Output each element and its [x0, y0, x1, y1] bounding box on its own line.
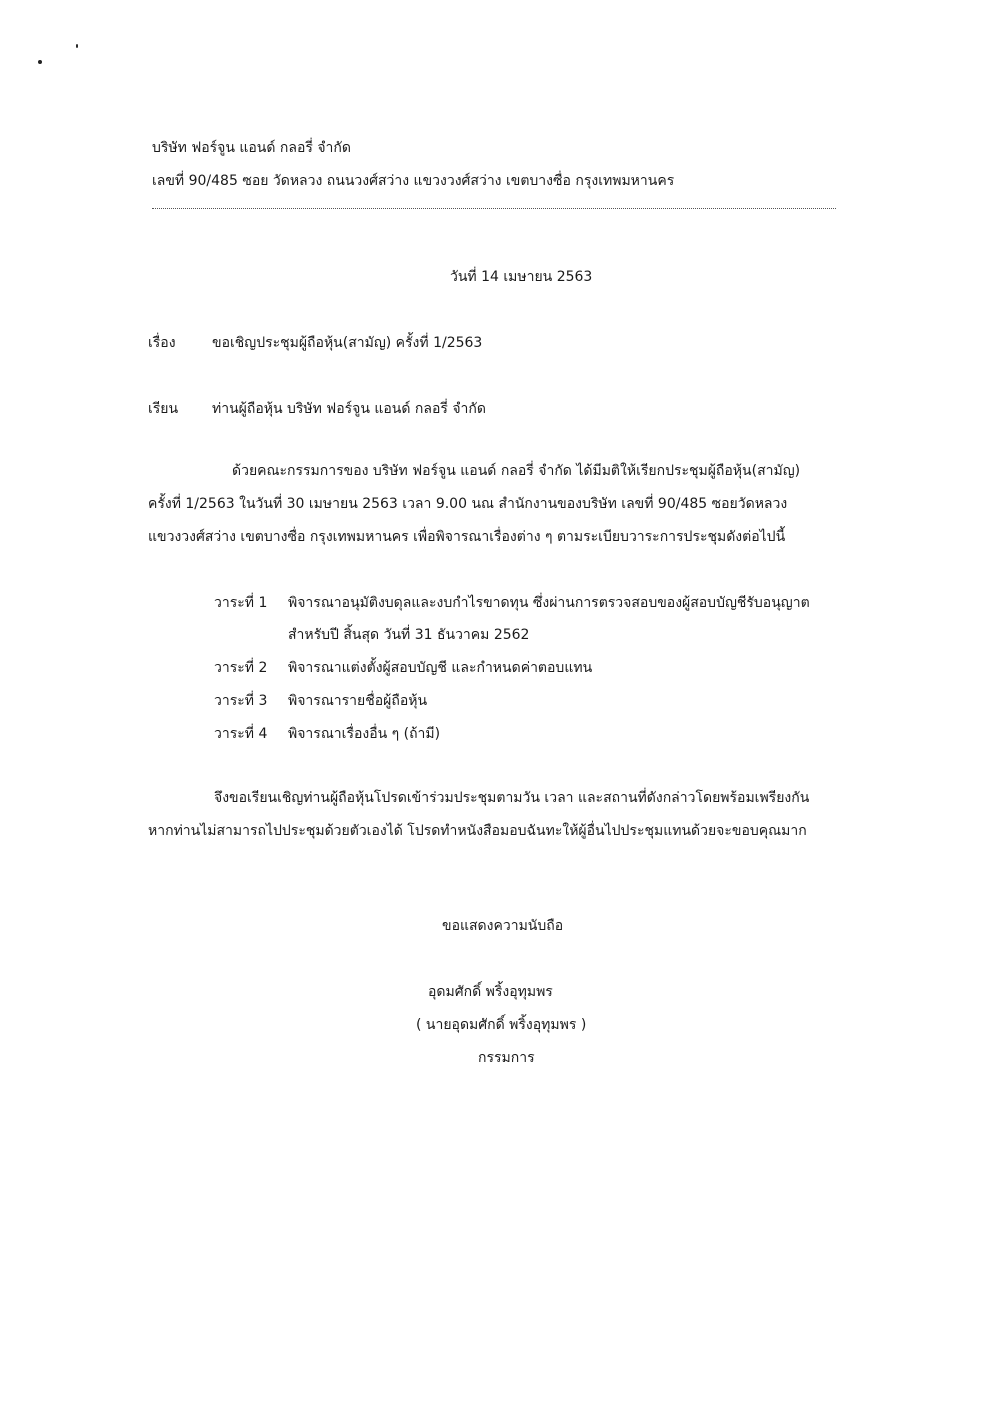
letter-date: วันที่ 14 เมษายน 2563 — [450, 269, 593, 285]
agenda-text: พิจารณาเรื่องอื่น ๆ (ถ้ามี) — [288, 726, 441, 742]
signatory-full-name: ( นายอุดมศักดิ์ พริ้งอุทุมพร ) — [416, 1017, 587, 1033]
body-intro-line: ด้วยคณะกรรมการของ บริษัท ฟอร์จูน แอนด์ กลอรี่ จำกัด ได้มีมติให้เรียกประชุมผู้ถือหุ้น(สามัญ) — [232, 463, 801, 479]
recipient-label: เรียน — [148, 401, 179, 417]
subject-text: ขอเชิญประชุมผู้ถือหุ้น(สามัญ) ครั้งที่ 1/2563 — [212, 335, 483, 351]
agenda-text: พิจารณาอนุมัติงบดุลและงบกำไรขาดทุน ซึ่งผ่านการตรวจสอบของผู้สอบบัญชีรับอนุญาต — [288, 595, 810, 611]
agenda-label: วาระที่ 2 — [214, 660, 268, 676]
scan-speck — [38, 60, 42, 64]
scan-speck — [76, 44, 78, 48]
recipient-text: ท่านผู้ถือหุ้น บริษัท ฟอร์จูน แอนด์ กลอรี่ จำกัด — [212, 401, 486, 417]
agenda-text: พิจารณารายชื่อผู้ถือหุ้น — [288, 693, 428, 709]
agenda-label: วาระที่ 4 — [214, 726, 268, 742]
company-address: เลขที่ 90/485 ซอย วัดหลวง ถนนวงศ์สว่าง แขวงวงศ์สว่าง เขตบางซื่อ กรุงเทพมหานคร — [152, 173, 675, 189]
agenda-text: พิจารณาแต่งตั้งผู้สอบบัญชี และกำหนดค่าตอบแทน — [288, 660, 593, 676]
body-intro-line: ครั้งที่ 1/2563 ในวันที่ 30 เมษายน 2563 เวลา 9.00 นณ สำนักงานของบริษัท เลขที่ 90/485 ซอยวัดหลวง — [148, 496, 788, 512]
header-divider — [152, 208, 836, 209]
subject-label: เรื่อง — [148, 335, 176, 351]
agenda-label: วาระที่ 3 — [214, 693, 268, 709]
signed-name: อุดมศักดิ์ พริ้งอุทุมพร — [428, 984, 553, 1000]
body-closing-line: หากท่านไม่สามารถไปประชุมด้วยตัวเองได้ โปรดทำหนังสือมอบฉันทะให้ผู้อื่นไปประชุมแทนด้วยจะขอบคุณมาก — [148, 823, 807, 839]
body-closing-line: จึงขอเรียนเชิญท่านผู้ถือหุ้นโปรดเข้าร่วมประชุมตามวัน เวลา และสถานที่ดังกล่าวโดยพร้อมเพรียงกัน — [214, 790, 810, 806]
agenda-continuation: สำหรับปี สิ้นสุด วันที่ 31 ธันวาคม 2562 — [288, 627, 530, 643]
company-name: บริษัท ฟอร์จูน แอนด์ กลอรี่ จำกัด — [152, 140, 351, 156]
regards-text: ขอแสดงความนับถือ — [442, 918, 564, 934]
agenda-label: วาระที่ 1 — [214, 595, 268, 611]
signatory-position: กรรมการ — [478, 1050, 535, 1066]
body-intro-line: แขวงวงศ์สว่าง เขตบางซื่อ กรุงเทพมหานคร เพื่อพิจารณาเรื่องต่าง ๆ ตามระเบียบวาระการประชุมดังต่อไปนี้ — [148, 529, 786, 545]
